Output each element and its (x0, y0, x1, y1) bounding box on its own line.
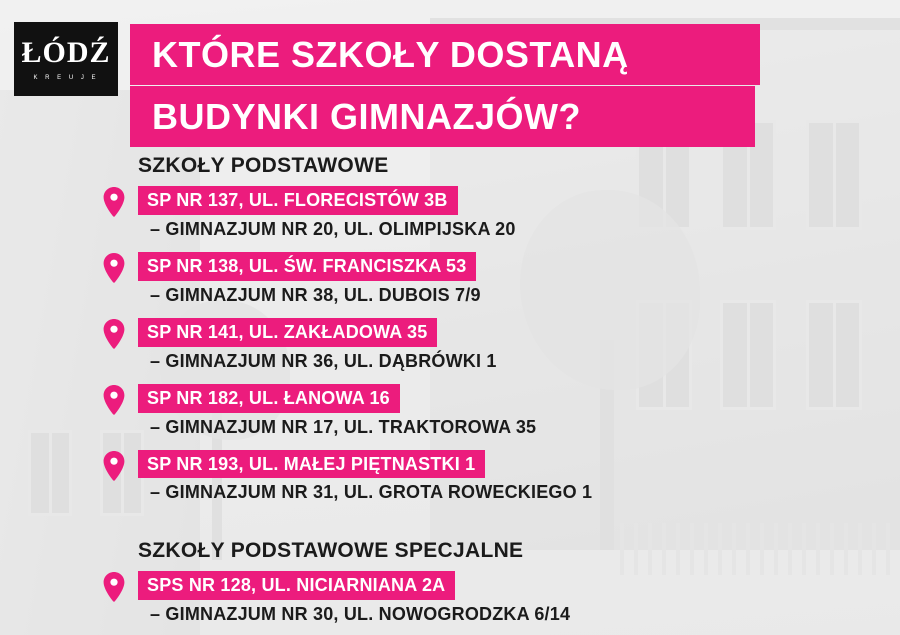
list-item (0, 450, 900, 504)
school-name: SP NR 141, UL. ZAKŁADOWA 35 (138, 318, 437, 347)
gymnasium-name: – GIMNAZJUM NR 38, UL. DUBOIS 7/9 (150, 284, 481, 305)
school-name: SP NR 137, UL. FLORECISTÓW 3B (138, 186, 458, 215)
school-name: SPS NR 128, UL. NICIARNIANA 2A (138, 571, 455, 600)
content-area (0, 140, 900, 635)
title-line-2: BUDYNKI GIMNAZJÓW? (130, 86, 755, 147)
list-item (0, 252, 900, 306)
section-heading-primary: SZKOŁY PODSTAWOWE (138, 154, 389, 177)
gymnasium-name: – GIMNAZJUM NR 31, UL. GROTA ROWECKIEGO 1 (150, 482, 593, 503)
gymnasium-name: – GIMNAZJUM NR 30, UL. NOWOGRODZKA 6/14 (150, 604, 571, 625)
list-item (0, 384, 900, 438)
school-name: SP NR 138, UL. ŚW. FRANCISZKA 53 (138, 252, 476, 281)
page-title (130, 24, 760, 147)
gymnasium-name: – GIMNAZJUM NR 20, UL. OLIMPIJSKA 20 (150, 218, 516, 239)
school-name: SP NR 193, UL. MAŁEJ PIĘTNASTKI 1 (138, 450, 485, 479)
list-item (0, 318, 900, 372)
map-pin-icon (103, 385, 125, 415)
list-item (0, 571, 900, 625)
map-pin-icon (103, 572, 125, 602)
map-pin-icon (103, 253, 125, 283)
logo-tagline: K R E U J E (33, 74, 99, 81)
section-heading-special: SZKOŁY PODSTAWOWE SPECJALNE (138, 539, 524, 563)
gymnasium-name: – GIMNAZJUM NR 36, UL. DĄBRÓWKI 1 (150, 350, 497, 371)
gymnasium-name: – GIMNAZJUM NR 17, UL. TRAKTOROWA 35 (150, 416, 537, 437)
map-pin-icon (103, 319, 125, 349)
city-logo (14, 22, 118, 96)
title-line-1: KTÓRE SZKOŁY DOSTANĄ (130, 24, 760, 85)
map-pin-icon (103, 451, 125, 481)
map-pin-icon (103, 187, 125, 217)
school-name: SP NR 182, UL. ŁANOWA 16 (138, 384, 400, 413)
logo-wordmark: ŁÓDŹ (21, 35, 111, 69)
list-item (0, 186, 900, 240)
